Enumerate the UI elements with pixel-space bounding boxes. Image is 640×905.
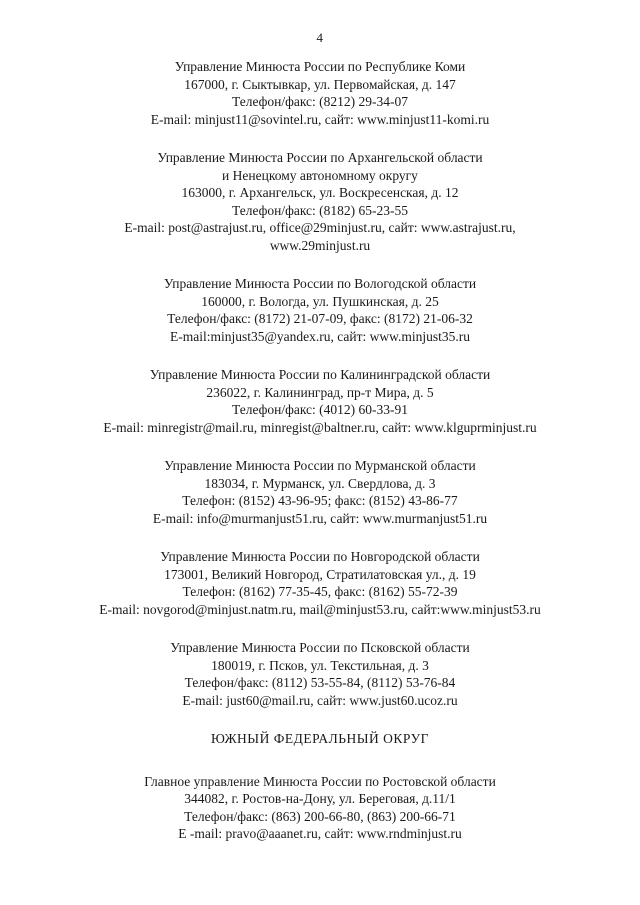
office-contacts: E -mail: pravo@aaanet.ru, сайт: www.rndminjust.ru bbox=[178, 826, 462, 841]
office-name: Управление Минюста России по Архангельской области bbox=[157, 150, 483, 165]
office-contacts: E-mail: novgorod@minjust.natm.ru, mail@minjust53.ru, сайт:www.minjust53.ru bbox=[99, 601, 541, 617]
office-name: Управление Минюста России по Вологодской области bbox=[163, 276, 477, 291]
office-name: Управление Минюста России по Новгородской области bbox=[160, 549, 480, 564]
office-name: Главное управление Минюста России по Ростовской области bbox=[144, 773, 496, 789]
office-contacts-continued: www.29minjust.ru bbox=[269, 237, 371, 253]
office-address: 167000, г. Сыктывкар, ул. Первомайская, д. 147 bbox=[184, 76, 456, 92]
office-phone: Телефон/факс: (8172) 21-07-09, факс: (8172) 21-06-32 bbox=[167, 311, 473, 326]
office-phone: Телефон: (8162) 77-35-45, факс: (8162) 55-72-39 bbox=[182, 584, 458, 599]
office-entry bbox=[0, 275, 640, 345]
office-address: 236022, г. Калининград, пр-т Мира, д. 5 bbox=[206, 384, 434, 400]
office-entry bbox=[0, 773, 640, 843]
office-address: 160000, г. Вологда, ул. Пушкинская, д. 25 bbox=[201, 293, 439, 309]
office-entry bbox=[0, 639, 640, 709]
office-contacts: E-mail: minjust11@sovintel.ru, сайт: www.minjust11-komi.ru bbox=[150, 111, 490, 127]
office-phone: Телефон/факс: (8212) 29-34-07 bbox=[231, 94, 409, 109]
office-phone: Телефон: (8152) 43-96-95; факс: (8152) 43-86-77 bbox=[182, 493, 458, 508]
page-number: 4 bbox=[316, 30, 324, 45]
office-address: 180019, г. Псков, ул. Текстильная, д. 3 bbox=[211, 657, 429, 673]
office-contacts: E-mail:minjust35@yandex.ru, сайт: www.minjust35.ru bbox=[169, 328, 471, 344]
office-name: Управление Минюста России по Псковской области bbox=[170, 640, 470, 655]
office-entry bbox=[0, 149, 640, 254]
office-entry bbox=[0, 457, 640, 527]
office-entry bbox=[0, 58, 640, 128]
document-body bbox=[0, 58, 640, 864]
office-address: 183034, г. Мурманск, ул. Свердлова, д. 3 bbox=[204, 475, 436, 491]
office-name: Управление Минюста России по Республике Коми bbox=[174, 59, 466, 74]
office-name: Управление Минюста России по Калининградской области bbox=[149, 367, 491, 382]
office-phone: Телефон/факс: (863) 200-66-80, (863) 200-66-71 bbox=[184, 808, 456, 824]
office-contacts: E-mail: info@murmanjust51.ru, сайт: www.murmanjust51.ru bbox=[152, 510, 488, 526]
office-contacts: E-mail: just60@mail.ru, сайт: www.just60.ucoz.ru bbox=[182, 692, 458, 708]
office-contacts: E-mail: post@astrajust.ru, office@29minjust.ru, сайт: www.astrajust.ru, bbox=[124, 220, 516, 235]
office-entry bbox=[0, 548, 640, 618]
federal-district-heading: ЮЖНЫЙ ФЕДЕРАЛЬНЫЙ ОКРУГ bbox=[211, 731, 429, 746]
office-phone: Телефон/факс: (8112) 53-55-84, (8112) 53-76-84 bbox=[184, 675, 456, 690]
office-address: 163000, г. Архангельск, ул. Воскресенская, д. 12 bbox=[181, 185, 459, 200]
office-phone: Телефон/факс: (8182) 65-23-55 bbox=[231, 202, 409, 218]
office-contacts: E-mail: minregistr@mail.ru, minregist@baltner.ru, сайт: www.klguprminjust.ru bbox=[103, 419, 537, 435]
office-address: 173001, Великий Новгород, Стратилатовская ул., д. 19 bbox=[164, 566, 476, 582]
office-name-continued: и Ненецкому автономному округу bbox=[222, 167, 418, 183]
office-entry bbox=[0, 366, 640, 436]
office-name: Управление Минюста России по Мурманской области bbox=[164, 458, 476, 473]
office-address: 344082, г. Ростов-на-Дону, ул. Береговая, д.11/1 bbox=[184, 791, 456, 806]
office-phone: Телефон/факс: (4012) 60-33-91 bbox=[231, 402, 409, 417]
